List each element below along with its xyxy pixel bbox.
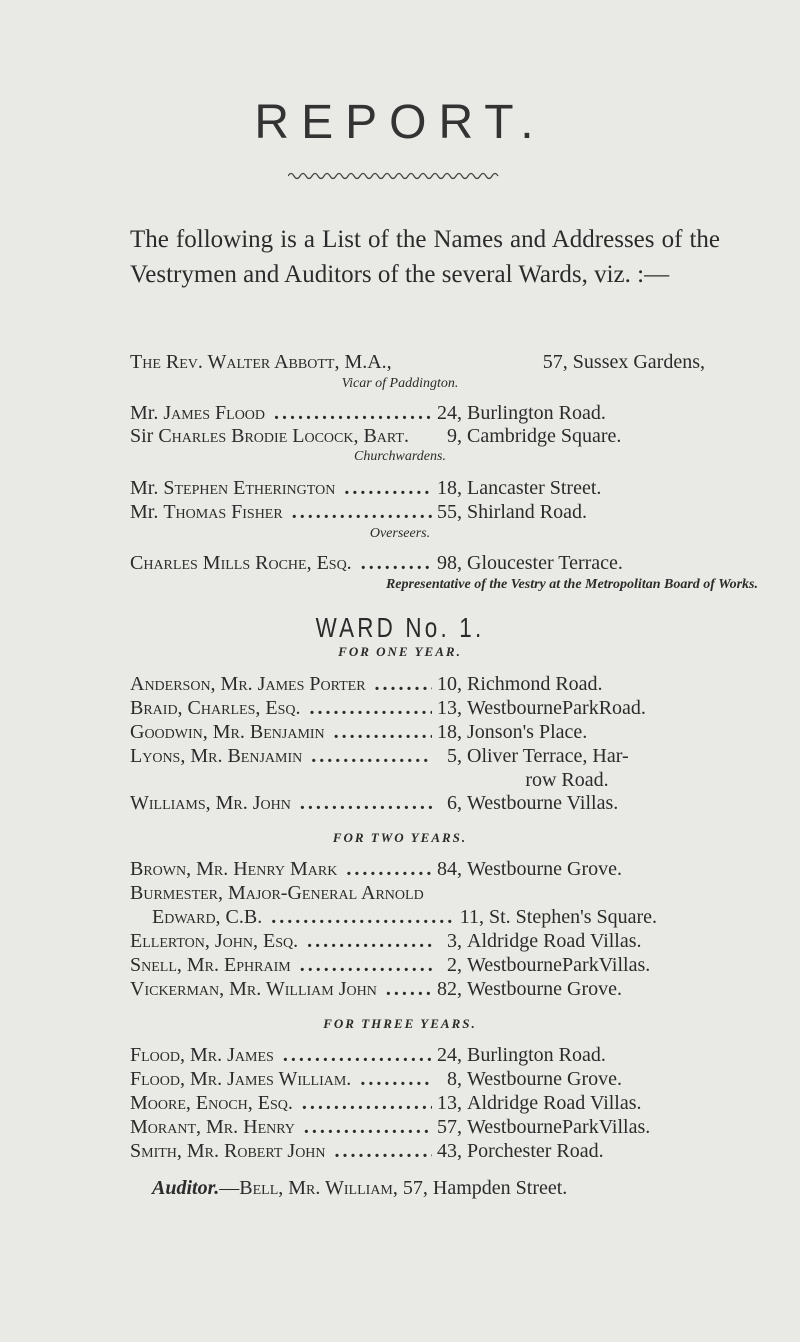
- representative-caption: Representative of the Vestry at the Metropolitan Board of Works.: [385, 577, 758, 592]
- entry-number: 6,: [447, 792, 462, 814]
- entry-name: Edward, C.B.: [152, 906, 263, 928]
- entry-address: Oliver Terrace, Har-: [467, 745, 629, 767]
- entry-name-cell: [130, 857, 432, 881]
- dot-leader: [267, 905, 454, 929]
- entry-name: Morant, Mr. Henry: [130, 1116, 295, 1138]
- entry-number: 8,: [447, 1068, 462, 1090]
- entry-address: WestbourneParkVillas.: [467, 954, 651, 976]
- vicar-row: [130, 350, 705, 374]
- entry-name: Flood, Mr. James: [130, 1044, 274, 1066]
- entry-number: 13,: [437, 1092, 462, 1114]
- entry-number: 3,: [447, 930, 462, 952]
- entry-name: Sir: [130, 425, 154, 447]
- entry-name: Thomas Fisher: [163, 501, 283, 523]
- entry-address: Richmond Road.: [467, 673, 603, 695]
- entry-row: [130, 1139, 770, 1163]
- entry-address: Westbourne Grove.: [467, 1068, 623, 1090]
- entry-name-cell: [130, 551, 432, 575]
- entry-row: [130, 424, 770, 448]
- entry-name: Mr.: [130, 501, 159, 523]
- entry-name: Goodwin, Mr. Benjamin: [130, 721, 325, 743]
- entry-address: St. Stephen's Square.: [489, 906, 658, 928]
- dot-leader: [279, 1043, 432, 1067]
- entry-name-cell: [130, 672, 432, 696]
- entry-row: [130, 500, 770, 524]
- entry-name: Moore, Enoch, Esq.: [130, 1092, 293, 1114]
- dot-leader: [303, 929, 432, 953]
- entry-name-cell: [130, 1091, 432, 1115]
- entry-address: Westbourne Grove.: [467, 858, 623, 880]
- entry-number: [432, 881, 462, 905]
- entry-name-cell: [130, 1115, 432, 1139]
- dot-leader: [270, 401, 432, 425]
- entry-name: Snell, Mr. Ephraim: [130, 954, 291, 976]
- entry-name: Ellerton, John, Esq.: [130, 930, 299, 952]
- entry-address: Westbourne Grove.: [467, 978, 623, 1000]
- entry-number: 24,: [437, 1044, 462, 1066]
- entry-name-cell: [130, 1067, 432, 1091]
- entry-row: [130, 720, 770, 744]
- entry-number: 13,: [437, 697, 462, 719]
- entry-row: [130, 1091, 770, 1115]
- entry-name: Williams, Mr. John: [130, 792, 291, 814]
- entry-address: WestbourneParkVillas.: [467, 1116, 651, 1138]
- entry-number: 84,: [437, 858, 462, 880]
- auditor-number: 57,: [402, 1177, 428, 1199]
- entry-name-cell: [130, 1139, 432, 1163]
- entry-name-cell: [130, 744, 432, 768]
- entry-name: Brown, Mr. Henry Mark: [130, 858, 338, 880]
- entry-name-cell: [130, 401, 432, 425]
- dot-leader: [298, 1091, 432, 1115]
- entry-name-cell: [130, 791, 432, 815]
- entry-number: 82,: [437, 978, 462, 1000]
- entry-name: Lyons, Mr. Benjamin: [130, 745, 303, 767]
- entry-name-cell: [130, 696, 432, 720]
- dot-leader: [331, 1139, 432, 1163]
- entry-address: Burlington Road.: [467, 1044, 606, 1066]
- entry-row: [130, 977, 770, 1001]
- entry-address: Aldridge Road Villas.: [467, 1092, 642, 1114]
- entry-number: 18,: [437, 721, 462, 743]
- dot-leader: [305, 696, 432, 720]
- entry-address: Westbourne Villas.: [467, 792, 619, 814]
- section-heading: FOR ONE YEAR.: [338, 644, 462, 659]
- page-title: REPORT.: [254, 96, 546, 149]
- entry-number: 55,: [437, 501, 462, 523]
- entry-number: 57,: [437, 1116, 462, 1138]
- dot-leader: [340, 476, 432, 500]
- entry-name: Charles Brodie Locock, Bart.: [158, 425, 409, 447]
- entry-name: Smith, Mr. Robert John: [130, 1140, 326, 1162]
- churchwardens-caption: Churchwardens.: [354, 449, 446, 464]
- entry-address: [462, 881, 467, 905]
- entry-row: [130, 696, 770, 720]
- entry-name: Mr.: [130, 402, 159, 424]
- auditor-name: —Bell, Mr. William,: [219, 1177, 398, 1199]
- entry-number: 9,: [447, 425, 462, 447]
- ward-heading: WARD No. 1.: [315, 612, 485, 643]
- entry-number: 98,: [437, 552, 462, 574]
- vicar-name: The Rev. Walter Abbott, M.A.,: [130, 351, 392, 373]
- entry-name: Charles Mills Roche, Esq.: [130, 552, 352, 574]
- entry-name: Mr.: [130, 477, 159, 499]
- intro-paragraph: The following is a List of the Names and Addresses of the Vestrymen and Auditors of the several Wards, viz. :—: [130, 226, 720, 288]
- entry-number: 2,: [447, 954, 462, 976]
- entry-name: Braid, Charles, Esq.: [130, 697, 301, 719]
- overseers-caption: Overseers.: [369, 526, 431, 541]
- entry-number: 11,: [459, 906, 484, 928]
- entry-row: [130, 1067, 770, 1091]
- dot-leader: [300, 1115, 432, 1139]
- entry-row: [130, 401, 770, 425]
- entry-address: Gloucester Terrace.: [467, 552, 623, 574]
- entry-address: Aldridge Road Villas.: [467, 930, 642, 952]
- entry-address: Porchester Road.: [467, 1140, 604, 1162]
- entry-name: Burmester, Major-General Arnold: [130, 882, 424, 904]
- entry-name-cell: [130, 720, 432, 744]
- entry-address: Shirland Road.: [467, 501, 587, 523]
- entry-row: [130, 857, 770, 881]
- entry-address: Lancaster Street.: [467, 477, 602, 499]
- vicar-address: 57, Sussex Gardens,: [542, 351, 705, 373]
- dot-leader: [342, 857, 432, 881]
- entry-address-continued: row Road.: [525, 769, 609, 791]
- entry-address: WestbourneParkRoad.: [467, 697, 646, 719]
- dot-leader: [371, 672, 432, 696]
- auditor-address: Hampden Street.: [432, 1177, 568, 1199]
- entry-number: 24,: [437, 402, 462, 424]
- dot-leader: [288, 500, 432, 524]
- entry-name: Vickerman, Mr. William John: [130, 978, 377, 1000]
- entry-address: Jonson's Place.: [467, 721, 588, 743]
- section-heading: FOR THREE YEARS.: [323, 1016, 477, 1031]
- entry-address: Burlington Road.: [467, 402, 606, 424]
- section-heading: FOR TWO YEARS.: [332, 830, 468, 845]
- entry-name-cell: [130, 1043, 432, 1067]
- ornament-divider: [288, 170, 500, 182]
- entry-name: Anderson, Mr. James Porter: [130, 673, 366, 695]
- dot-leader: [382, 977, 432, 1001]
- auditor-row: [152, 1176, 727, 1200]
- entry-name: Flood, Mr. James William.: [130, 1068, 352, 1090]
- entry-number: 10,: [437, 673, 462, 695]
- entry-name-cell: [130, 929, 432, 953]
- entry-name-cell: [130, 977, 432, 1001]
- dot-leader: [307, 744, 432, 768]
- entry-name-cell: [130, 476, 432, 500]
- entry-row: [130, 672, 770, 696]
- dot-leader: [296, 791, 432, 815]
- entry-row: [130, 929, 770, 953]
- dot-leader: [330, 720, 432, 744]
- entry-name-cell: [130, 500, 432, 524]
- entry-number: 5,: [447, 745, 462, 767]
- entry-row: [130, 1115, 770, 1139]
- entry-number: 18,: [437, 477, 462, 499]
- entry-number: 43,: [437, 1140, 462, 1162]
- entry-row: [130, 551, 770, 575]
- dot-leader: [356, 1067, 432, 1091]
- entry-address: Cambridge Square.: [467, 425, 622, 447]
- entry-name-cell: [130, 424, 432, 448]
- entry-row: [130, 744, 770, 768]
- entry-row: [130, 953, 770, 977]
- auditor-label: Auditor.: [152, 1177, 220, 1199]
- dot-leader: [296, 953, 432, 977]
- entry-name-cell: [130, 905, 454, 929]
- entry-row: [130, 905, 770, 929]
- entry-row: [130, 476, 770, 500]
- entry-row: [130, 1043, 770, 1067]
- entry-name-cell: [130, 953, 432, 977]
- entry-name: Stephen Etherington: [163, 477, 336, 499]
- dot-leader: [357, 551, 432, 575]
- entry-row: [130, 881, 770, 905]
- entry-name-cell: [130, 881, 432, 905]
- entry-row: [130, 791, 770, 815]
- entry-name: James Flood: [163, 402, 266, 424]
- vicar-caption: Vicar of Paddington.: [341, 376, 459, 391]
